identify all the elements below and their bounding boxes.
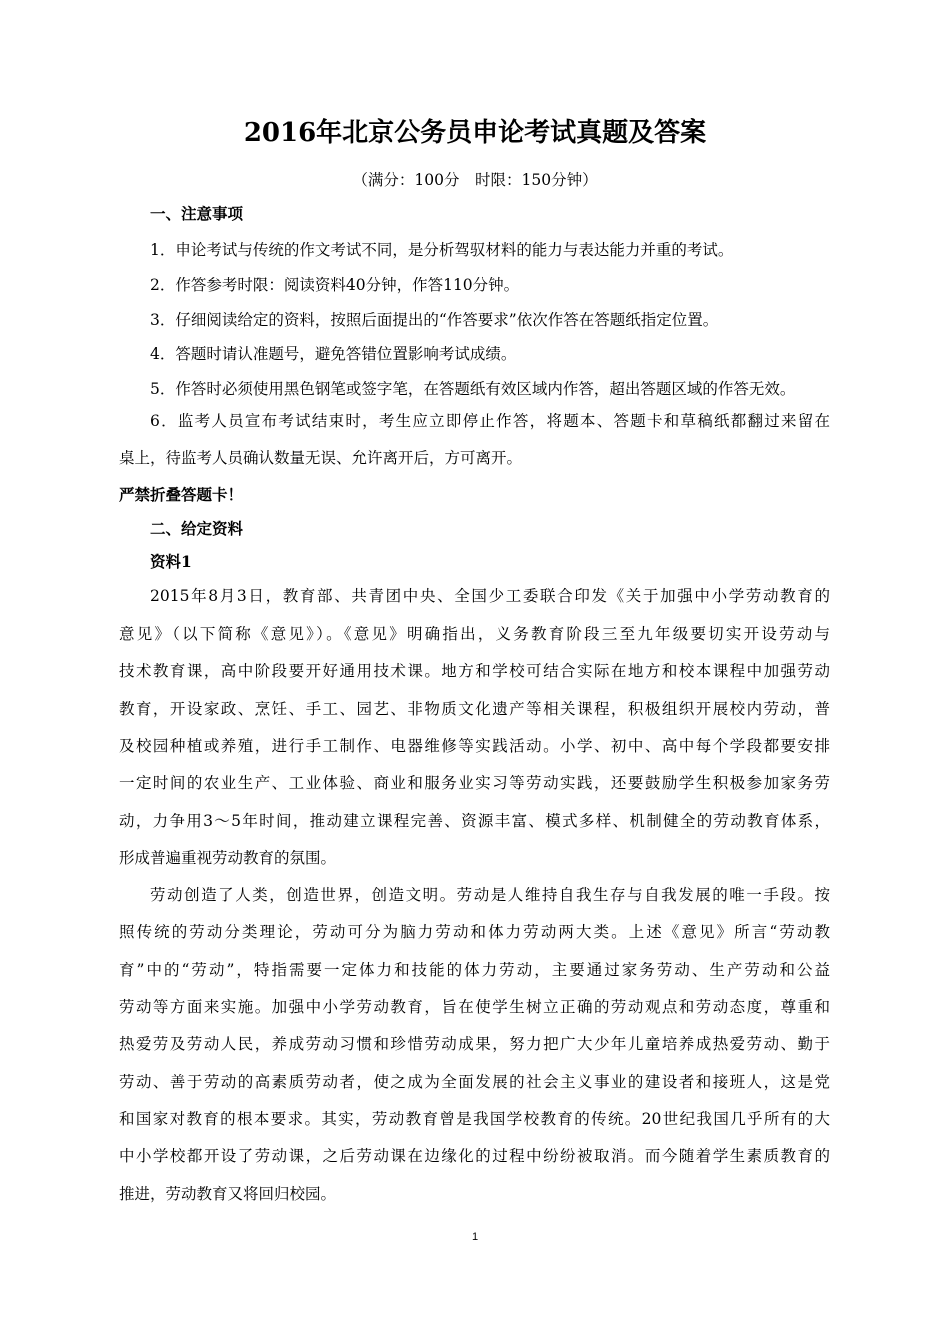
paragraph-1-line: 形成普遍重视劳动教育的氛围。 [119,849,337,867]
notice-item-4: 4．答题时请认准题号，避免答错位置影响考试成绩。 [150,345,517,363]
paragraph-1-line: 及校园种植或养殖，进行手工制作、电器维修等实践活动。小学、初中、高中每个学段都要安排 [119,737,830,755]
paragraph-2-line: 劳动等方面来实施。加强中小学劳动教育，旨在使学生树立正确的劳动观点和劳动态度，尊重和 [119,998,830,1016]
notice-item-5: 5．作答时必须使用黑色钢笔或签字笔，在答题纸有效区域内作答，超出答题区域的作答无效。 [150,380,796,398]
notice-item-3: 3．仔细阅读给定的资料，按照后面提出的“作答要求”依次作答在答题纸指定位置。 [150,311,719,329]
page-title: 2016年北京公务员申论考试真题及答案 [243,118,707,148]
paragraph-1-line: 意见》（以下简称《意见》）。《意见》明确指出，义务教育阶段三至九年级要切实开设劳动与 [119,625,830,643]
materials-heading: 二、给定资料 [150,519,244,538]
page-number: 1 [471,1231,479,1243]
notice-item-6: 6．监考人员宣布考试结束时，考生应立即停止作答，将题本、答题卡和草稿纸都翻过来留在 [150,412,830,430]
paragraph-2-line: 劳动创造了人类，创造世界，创造文明。劳动是人维持自我生存与自我发展的唯一手段。按 [150,886,830,904]
material-1-heading: 资料1 [150,552,192,571]
notice-item-1: 1．申论考试与传统的作文考试不同，是分析驾驭材料的能力与表达能力并重的考试。 [150,241,734,259]
paragraph-2-line: 照传统的劳动分类理论，劳动可分为脑力劳动和体力劳动两大类。上述《意见》所言“劳动教 [119,923,830,941]
paragraph-2-line: 中小学校都开设了劳动课，之后劳动课在边缘化的过程中纷纷被取消。而今随着学生素质教育的 [119,1147,830,1165]
paragraph-1-line: 一定时间的农业生产、工业体验、商业和服务业实习等劳动实践，还要鼓励学生积极参加家务劳 [119,774,830,792]
warning-text: 严禁折叠答题卡！ [119,485,244,504]
paragraph-2-line: 育”中的“劳动”，特指需要一定体力和技能的体力劳动，主要通过家务劳动、生产劳动和公益 [119,961,830,979]
exam-info-subtitle: （满分：100分 时限：150分钟） [352,171,598,189]
paragraph-2-line: 推进，劳动教育又将回归校园。 [119,1185,337,1203]
notice-item-6-continued: 桌上，待监考人员确认数量无误、允许离开后，方可离开。 [119,449,523,467]
paragraph-1-line: 技术教育课，高中阶段要开好通用技术课。地方和学校可结合实际在地方和校本课程中加强劳动 [119,662,830,680]
paragraph-2-line: 劳动、善于劳动的高素质劳动者，使之成为全面发展的社会主义事业的建设者和接班人，这是党 [119,1073,830,1091]
paragraph-2-line: 和国家对教育的根本要求。其实，劳动教育曾是我国学校教育的传统。20世纪我国几乎所有的大 [119,1110,830,1128]
notice-heading: 一、注意事项 [150,204,244,223]
notice-item-2: 2．作答参考时限：阅读资料40分钟，作答110分钟。 [150,276,520,294]
paragraph-1-line: 2015年8月3日，教育部、共青团中央、全国少工委联合印发《关于加强中小学劳动教育的 [150,587,830,605]
paragraph-2-line: 热爱劳及劳动人民，养成劳动习惯和珍惜劳动成果，努力把广大少年儿童培养成热爱劳动、勤于 [119,1035,830,1053]
paragraph-1-line: 教育，开设家政、烹饪、手工、园艺、非物质文化遗产等相关课程，积极组织开展校内劳动，普 [119,700,830,718]
paragraph-1-line: 动，力争用3～5年时间，推动建立课程完善、资源丰富、模式多样、机制健全的劳动教育体系， [119,812,830,830]
